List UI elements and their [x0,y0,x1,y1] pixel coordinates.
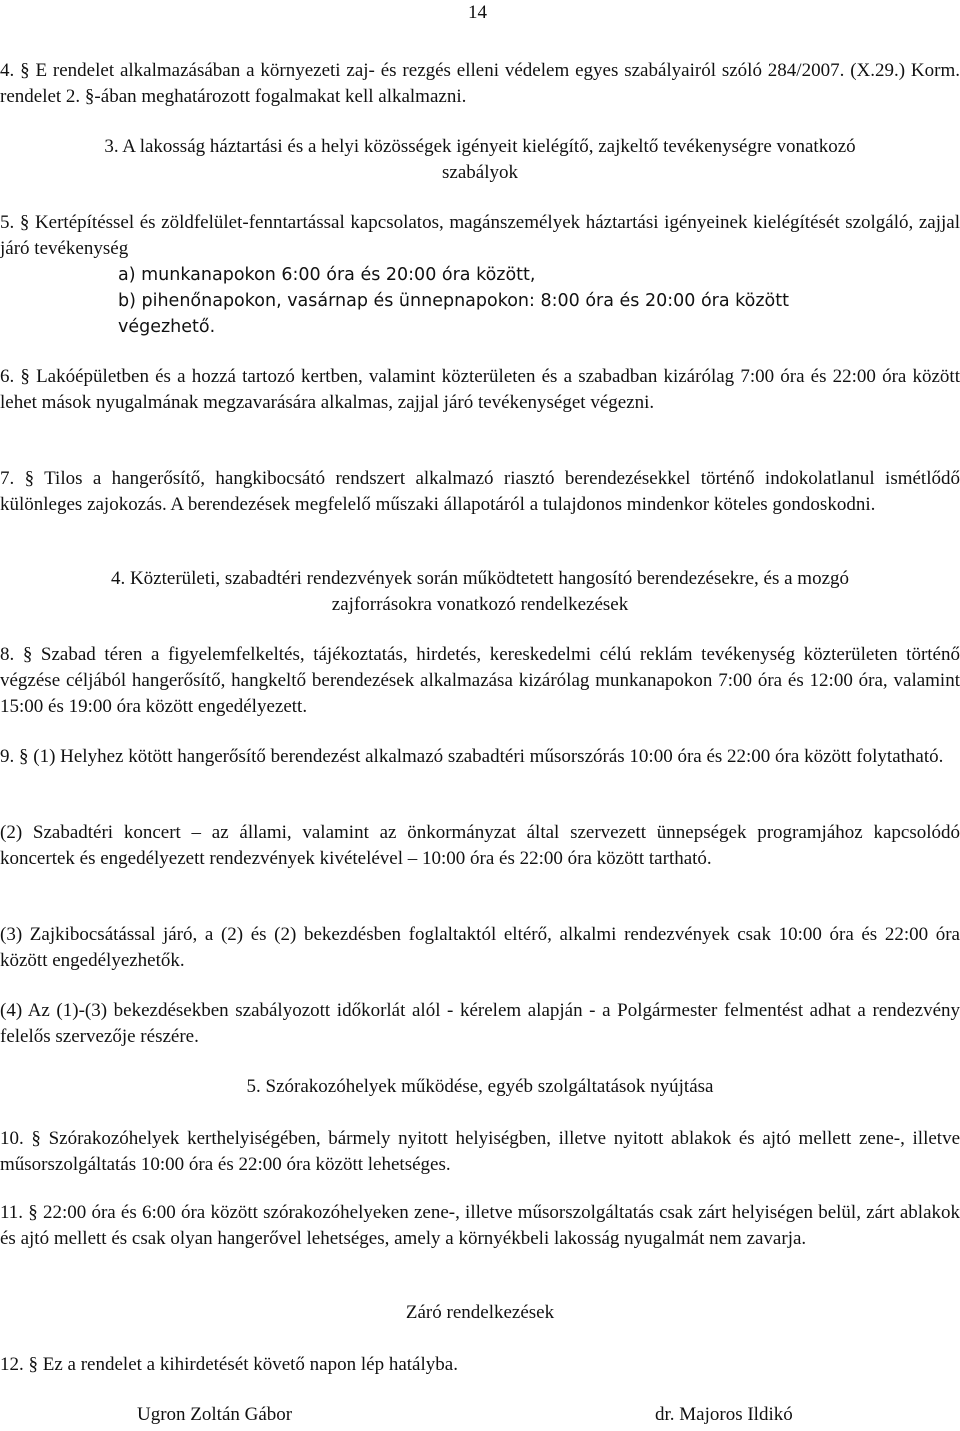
chapter-3-heading [0,134,960,186]
chapter-4-heading-line2: zajforrásokra vonatkozó rendelkezések [331,594,629,615]
chapter-5-heading: 5. Szórakozóhelyek működése, egyéb szolgáltatások nyújtása [246,1076,714,1097]
chapter-4-heading-line1: 4. Közterületi, szabadtéri rendezvények során működtetett hangosító berendezésekre, és a mozgó [110,568,850,589]
section-5-intro: 5. § Kertépítéssel és zöldfelület-fenntartással kapcsolatos, magánszemélyek háztartási igényeinek kielégítését szolgáló, zajjal járó tevékenység [0,212,960,259]
section-4-paragraph: 4. § E rendelet alkalmazásában a környezeti zaj- és rezgés elleni védelem egyes szabályairól szóló 284/2007. (X.29.) Korm. rendelet 2. §-ában meghatározott fogalmakat kell alkalmazni. [0,60,960,107]
section-9-subsection-1: 9. § (1) Helyhez kötött hangerősítő berendezést alkalmazó szabadtéri műsorszórás 10:00 óra és 22:00 óra között folytatható. [0,746,944,767]
signature-notary: dr. Majoros Ildikó [655,1404,793,1425]
signature-mayor: Ugron Zoltán Gábor [137,1404,293,1425]
section-8-paragraph: 8. § Szabad téren a figyelemfelkeltés, tájékoztatás, hirdetés, kereskedelmi célú reklám tevékenység közterületen történő végzése céljából hangerősítő, hangkeltő berendezések alkalmazása kizárólag munkanapokon 7:00 óra és 12:00 óra, valamint 15:00 és 19:00 óra között engedélyezett. [0,644,960,717]
section-5-list [118,262,960,340]
section-10-paragraph: 10. § Szórakozóhelyek kerthelyiségében, bármely nyitott helyiségben, illetve nyitott ablakok és ajtó mellett zene-, illetve műsorszolgáltatás 10:00 óra és 22:00 óra között lehetséges. [0,1128,960,1175]
section-9-subsection-2: (2) Szabadtéri koncert – az állami, valamint az önkormányzat által szervezett ünnepségek programjához kapcsolódó koncertek és engedélyezett rendezvények kivételével – 10:00 óra és 22:00 óra között tartható. [0,822,960,869]
section-9-subsection-3: (3) Zajkibocsátással járó, a (2) és (2) bekezdésben foglaltaktól eltérő, alkalmi rendezvények csak 10:00 óra és 22:00 óra között engedélyezhetők. [0,924,960,971]
closing-provisions-heading: Záró rendelkezések [405,1302,555,1323]
section-12-paragraph: 12. § Ez a rendelet a kihirdetését követő napon lép hatályba. [0,1354,458,1375]
section-7-paragraph: 7. § Tilos a hangerősítő, hangkibocsátó rendszert alkalmazó riasztó berendezésekkel történő indokolatlanul ismétlődő különleges zajokozás. A berendezések megfelelő műszaki állapotáról a tulajdonos mindenkor köteles gondoskodni. [0,468,960,515]
chapter-3-heading-line1: 3. A lakosság háztartási és a helyi közösségek igényeit kielégítő, zajkeltő tevékenységre vonatkozó [104,136,856,157]
chapter-3-heading-line2: szabályok [442,162,518,183]
section-6-paragraph: 6. § Lakóépületben és a hozzá tartozó kertben, valamint közterületen és a szabadban kizárólag 7:00 óra és 22:00 óra között lehet mások nyugalmának megzavarására alkalmas, zajjal járó tevékenységet végezni. [0,366,960,413]
section-9-subsection-4: (4) Az (1)-(3) bekezdésekben szabályozott időkorlát alól - kérelem alapján - a Polgármester felmentést adhat a rendezvény felelős szervezője részére. [0,1000,960,1047]
section-5-item-a: a) munkanapokon 6:00 óra és 20:00 óra között, [118,265,536,285]
section-5-item-b: b) pihenőnapokon, vasárnap és ünnepnapokon: 8:00 óra és 20:00 óra között [118,291,789,311]
section-11-paragraph: 11. § 22:00 óra és 6:00 óra között szórakozóhelyeken zene-, illetve műsorszolgáltatás csak zárt helyiségen belül, zárt ablakok és ajtó mellett és csak olyan hangerővel lehetséges, amely a környékbeli lakosság nyugalmát nem zavarja. [0,1202,960,1249]
chapter-4-heading [0,566,960,618]
page-number: 14 [468,2,487,23]
section-5-closing: végezhető. [118,317,216,337]
